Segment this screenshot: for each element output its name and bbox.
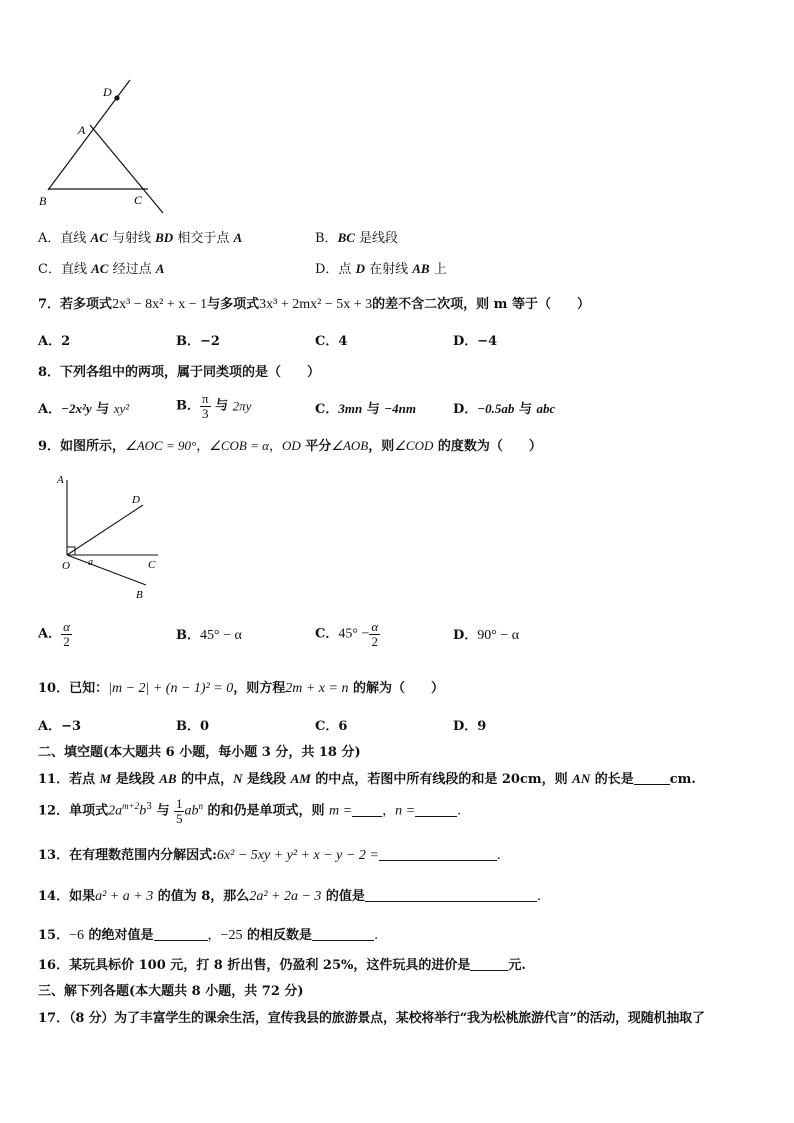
option-label: C． — [38, 262, 61, 277]
answer-blank[interactable] — [634, 772, 670, 785]
option-value: 45° − — [338, 626, 370, 642]
option-value: 45° − α — [200, 628, 242, 643]
question-14 — [38, 889, 541, 905]
option-text: 与射线 — [107, 231, 156, 246]
exponent: n — [198, 801, 203, 811]
option-value: −4 — [477, 334, 498, 349]
option-label: D． — [453, 402, 478, 417]
math-expression: ∠COD — [394, 438, 434, 453]
math-expression: 3x³ + 2mx² − 5x + 3 — [259, 297, 373, 312]
math-var: AB — [159, 771, 177, 786]
math-term: −4nm — [384, 401, 416, 416]
label-a: A — [57, 474, 64, 486]
unit-text: 元. — [508, 958, 526, 973]
point-d-dot — [114, 95, 119, 100]
option-value: −2 — [200, 334, 220, 349]
option-label: B． — [176, 719, 200, 734]
ray-od — [67, 505, 143, 555]
question-text: 与多项式 — [207, 297, 260, 312]
math-var: M — [99, 771, 112, 786]
question-number: 14． — [38, 889, 70, 904]
question-text: ，则 — [368, 439, 395, 454]
math-expression: OD — [282, 438, 301, 453]
math-expression: ∠AOB — [331, 438, 369, 453]
question-number: 17． — [38, 1011, 70, 1026]
connector: 与 — [210, 398, 233, 414]
option-label: D． — [453, 719, 478, 734]
option-label: C． — [315, 719, 339, 734]
question-text: 的长是 — [590, 772, 634, 787]
label-b: B — [39, 194, 47, 208]
question-9 — [38, 438, 542, 455]
q9-option-b[interactable] — [176, 628, 242, 644]
math-term: b — [139, 803, 147, 819]
question-text: 的值是 — [321, 889, 365, 904]
option-label: C． — [315, 334, 339, 349]
question-number: 13． — [38, 848, 70, 863]
math-expression: ∠COB = α — [209, 438, 269, 453]
exponent: m+2 — [122, 801, 140, 811]
denominator: 3 — [202, 406, 209, 421]
option-label: A． — [38, 626, 62, 642]
question-16 — [38, 958, 526, 974]
connector: 与 — [91, 402, 114, 417]
math-expression: −25 — [220, 928, 243, 943]
fraction — [174, 797, 185, 826]
math-var: BD — [155, 230, 174, 245]
math-expression: a² + a + 3 — [95, 889, 154, 904]
q10-option-b[interactable] — [176, 719, 209, 735]
q9-option-c[interactable] — [315, 620, 380, 649]
denominator: 2 — [371, 634, 379, 649]
question-number: 15． — [38, 928, 70, 943]
math-term: 3mn — [338, 401, 363, 416]
question-text: 若多项式 — [60, 297, 113, 312]
option-text: 在射线 — [364, 262, 413, 277]
connector: 与 — [151, 803, 174, 819]
q10-option-c[interactable] — [315, 719, 347, 735]
question-number: 10． — [38, 681, 70, 696]
math-var: A — [233, 230, 243, 245]
option-label: C． — [315, 626, 339, 642]
period: . — [457, 803, 462, 819]
denominator: 2 — [63, 634, 70, 649]
q6-option-b[interactable] — [315, 230, 398, 247]
option-label: D． — [453, 628, 478, 643]
question-text: 的相反数是 — [242, 928, 312, 943]
question-text: 下列各组中的两项，属于同类项的是（ ） — [60, 365, 321, 380]
question-text: 如果 — [69, 889, 96, 904]
option-value: 2 — [61, 334, 71, 349]
answer-blank[interactable] — [352, 804, 382, 817]
q7-option-b[interactable] — [176, 334, 220, 350]
period: . — [373, 928, 379, 943]
question-text: （8 分）为了丰富学生的课余生活，宣传我县的旅游景点，某校将举行“我为松桃旅游代言”的活动，现随机抽取了 — [69, 1011, 705, 1026]
question-number: 12． — [38, 803, 70, 819]
math-expression: 6x² − 5xy + y² + x − y − 2 = — [216, 848, 379, 863]
question-text: 平分 — [300, 439, 332, 454]
question-text: 如图所示， — [60, 439, 126, 454]
ray-ob — [67, 555, 146, 585]
answer-blank[interactable] — [379, 848, 497, 861]
answer-blank[interactable] — [365, 889, 537, 902]
fraction — [200, 392, 211, 421]
math-term: −2x²y — [61, 401, 92, 416]
label-d: D — [103, 85, 112, 99]
q9-figure — [50, 470, 170, 605]
question-text: 的度数为（ ） — [433, 439, 542, 454]
option-value: 6 — [338, 719, 348, 734]
math-var: AN — [572, 771, 591, 786]
connector: 与 — [362, 402, 385, 417]
math-expression: |m − 2| + (n − 1)² = 0 — [108, 681, 234, 696]
option-text: 直线 — [60, 262, 92, 277]
connector: 与 — [514, 402, 537, 417]
option-value: 0 — [200, 719, 210, 734]
question-text: 某玩具标价 100 元，打 8 折出售，仍盈利 25%，这件玩具的进价是 — [69, 958, 471, 973]
numerator: α — [63, 619, 70, 634]
line-bd-ray — [90, 125, 163, 213]
option-label: B． — [176, 398, 200, 414]
q6-option-d[interactable] — [315, 261, 447, 278]
question-15 — [38, 928, 378, 944]
q8-option-a[interactable] — [38, 401, 129, 418]
option-label: B． — [315, 231, 338, 246]
q9-option-d[interactable] — [453, 628, 519, 644]
option-label: A． — [38, 231, 61, 246]
question-13 — [38, 848, 501, 864]
question-17 — [38, 1011, 705, 1027]
separator: ， — [196, 439, 210, 454]
option-label: D． — [315, 262, 339, 277]
math-expression: ∠AOC = 90° — [125, 438, 197, 453]
question-10 — [38, 681, 444, 697]
q8-option-d[interactable] — [453, 401, 555, 418]
label-alpha: a — [88, 557, 93, 568]
option-label: C． — [315, 402, 339, 417]
math-term: ab — [184, 803, 199, 819]
question-number: 16． — [38, 958, 70, 973]
question-8 — [38, 365, 320, 381]
q10-option-a[interactable] — [38, 719, 81, 735]
q8-option-c[interactable] — [315, 401, 416, 418]
exponent: 3 — [146, 802, 152, 812]
option-label: B． — [176, 628, 200, 643]
question-text: 的中点， — [176, 772, 234, 787]
math-var: N — [233, 771, 243, 786]
question-text: 的解为（ ） — [348, 681, 444, 696]
separator: ， — [382, 803, 396, 819]
q10-option-d[interactable] — [453, 719, 486, 735]
question-12 — [38, 797, 461, 826]
numerator: 1 — [175, 796, 183, 811]
question-text: 在有理数范围内分解因式: — [69, 848, 217, 863]
math-var: D — [355, 261, 365, 276]
label-o: O — [62, 560, 70, 572]
label-c: C — [134, 193, 143, 207]
separator: ， — [268, 439, 282, 454]
q6-option-c[interactable] — [38, 261, 164, 278]
math-var: A — [155, 261, 165, 276]
math-term: m = — [329, 803, 353, 819]
label-c: C — [148, 559, 156, 571]
option-text: 是线段 — [354, 231, 399, 246]
option-text: 上 — [429, 262, 447, 277]
option-value: 90° − α — [477, 628, 520, 643]
q6-figure — [30, 75, 180, 215]
question-text: 的差不含二次项，则 m 等于（ ） — [372, 297, 590, 312]
label-a: A — [78, 123, 86, 137]
period: . — [536, 889, 542, 904]
question-number: 8． — [38, 365, 61, 380]
math-var: AC — [91, 261, 109, 276]
unit-text: cm. — [669, 772, 696, 787]
fraction — [61, 620, 72, 649]
answer-blank[interactable] — [312, 928, 374, 941]
answer-blank[interactable] — [470, 958, 508, 971]
section-heading-solutions: 三、解下列各题(本大题共 8 小题，共 72 分) — [38, 984, 304, 999]
option-text: 点 — [338, 262, 356, 277]
option-value: 4 — [338, 334, 348, 349]
answer-blank[interactable] — [154, 928, 208, 941]
question-text: 的和仍是单项式，则 — [202, 803, 330, 819]
question-text: 是线段 — [242, 772, 291, 787]
numerator: π — [202, 391, 209, 406]
numerator: α — [371, 619, 379, 634]
q9-option-a[interactable] — [38, 620, 72, 649]
separator: ， — [207, 928, 221, 943]
math-var: BC — [337, 230, 355, 245]
math-term: 2a — [108, 803, 123, 819]
question-number: 11． — [38, 772, 70, 787]
question-text: 已知： — [69, 681, 109, 696]
period: . — [496, 848, 501, 863]
option-text: 经过点 — [108, 262, 156, 277]
option-value: −3 — [61, 719, 82, 734]
label-d: D — [132, 494, 140, 506]
section-heading-fill-in: 二、填空题(本大题共 6 小题，每小题 3 分，共 18 分) — [38, 745, 361, 760]
answer-blank[interactable] — [415, 804, 457, 817]
math-expression: 2m + x = n — [285, 681, 349, 696]
math-term: 2πy — [232, 398, 252, 414]
math-term: n = — [395, 803, 416, 819]
q7-option-d[interactable] — [453, 334, 497, 350]
fraction — [369, 620, 380, 649]
option-label: A． — [38, 719, 62, 734]
math-var: AM — [290, 771, 311, 786]
math-expression: −6 — [69, 928, 84, 943]
math-term: abc — [536, 401, 556, 416]
question-text: 的值为 8，那么 — [153, 889, 250, 904]
q6-option-a[interactable] — [38, 230, 242, 247]
option-label: A． — [38, 402, 62, 417]
question-number: 7． — [38, 297, 61, 312]
question-7 — [38, 297, 590, 313]
question-11 — [38, 771, 696, 788]
math-var: AC — [90, 230, 108, 245]
math-term: xy² — [113, 401, 130, 416]
math-term: −0.5ab — [477, 401, 515, 416]
option-text: 相交于点 — [173, 231, 234, 246]
option-label: D． — [453, 334, 478, 349]
question-text: 单项式 — [69, 803, 109, 819]
question-text: 若点 — [69, 772, 100, 787]
question-text: ，则方程 — [233, 681, 286, 696]
question-text: 的中点，若图中所有线段的和是 20cm，则 — [310, 772, 573, 787]
math-var: AB — [412, 261, 430, 276]
math-expression: 2x³ − 8x² + x − 1 — [112, 297, 208, 312]
option-label: B． — [176, 334, 200, 349]
question-number: 9． — [38, 439, 61, 454]
math-expression: 2a² + 2a − 3 — [249, 889, 322, 904]
option-value: 9 — [477, 719, 487, 734]
denominator: 5 — [175, 811, 183, 826]
q8-option-b[interactable] — [176, 392, 251, 421]
label-b: B — [136, 589, 143, 601]
option-text: 直线 — [60, 231, 91, 246]
question-text: 是线段 — [111, 772, 160, 787]
q7-option-c[interactable] — [315, 334, 347, 350]
q7-option-a[interactable] — [38, 334, 70, 350]
option-label: A． — [38, 334, 62, 349]
question-text: 的绝对值是 — [84, 928, 154, 943]
